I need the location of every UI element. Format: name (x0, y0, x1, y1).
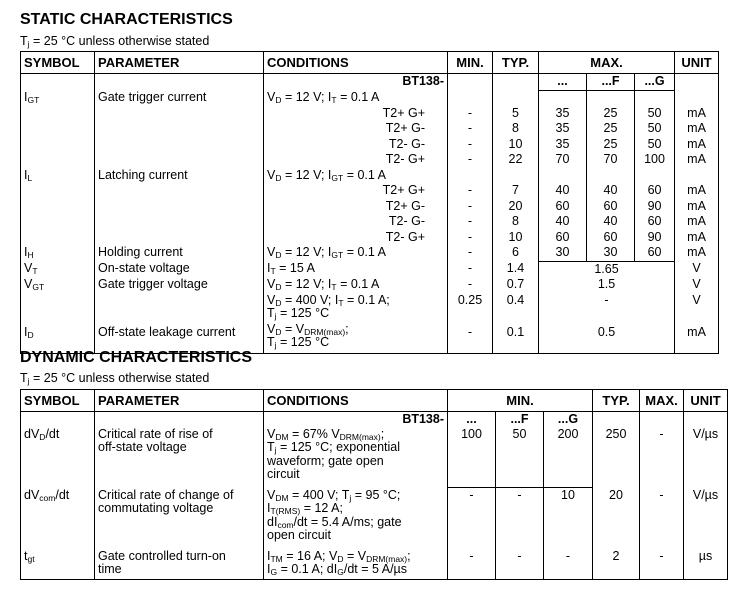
unit-value: mA (675, 322, 719, 354)
param-label: Gate controlled turn-on time (95, 549, 264, 580)
max-value: 0.5 (539, 322, 675, 354)
typ-value: 22 (493, 152, 539, 168)
min-value: 50 (496, 428, 544, 488)
max-value: 60 (635, 183, 675, 199)
min-value: - (448, 121, 493, 137)
static-section-subtitle: $T_j = 25$ °C unless otherwise stated (20, 34, 210, 49)
condition-text: $V_D = 12$ V; $I_T = 0.1$ A (264, 90, 448, 106)
typ-value: 8 (493, 214, 539, 230)
max-value: 100 (635, 152, 675, 168)
unit-value: V/µs (684, 488, 728, 549)
col-header-symbol: SYMBOL (21, 52, 95, 74)
max-value: 50 (635, 137, 675, 153)
symbol-igt: $I_{GT}$ (21, 90, 95, 106)
max-value: 60 (635, 214, 675, 230)
typ-value: 250 (593, 428, 640, 488)
max-value: 90 (635, 230, 675, 246)
col-header-min: MIN. (448, 52, 493, 74)
unit-value: V (675, 293, 719, 322)
unit-value: mA (675, 214, 719, 230)
quadrant-label: T2- G+ (264, 152, 448, 168)
unit-value: mA (675, 152, 719, 168)
typ-value: 0.7 (493, 277, 539, 293)
min-value: - (448, 183, 493, 199)
typ-value: 20 (593, 488, 640, 549)
min-value: - (448, 277, 493, 293)
max-value: 60 (539, 230, 587, 246)
quadrant-label: T2- G- (264, 137, 448, 153)
min-value: - (496, 488, 544, 549)
max-value: 30 (539, 245, 587, 261)
max-value: 40 (587, 214, 635, 230)
device-label: BT138- (264, 412, 448, 428)
quadrant-label: T2+ G- (264, 199, 448, 215)
col-header-parameter: PARAMETER (95, 52, 264, 74)
symbol-id: $I_D$ (21, 322, 95, 354)
condition-text: $I_T = 15$ A (264, 261, 448, 277)
symbol-il: $I_L$ (21, 168, 95, 184)
typ-value: 20 (493, 199, 539, 215)
quadrant-label: T2- G+ (264, 230, 448, 246)
symbol-vt: $V_T$ (21, 261, 95, 277)
min-value: - (448, 152, 493, 168)
unit-value: mA (675, 121, 719, 137)
quadrant-label: T2+ G+ (264, 106, 448, 122)
max-value: 25 (587, 121, 635, 137)
typ-value: 0.4 (493, 293, 539, 322)
min-value: - (496, 549, 544, 580)
min-value: - (448, 549, 496, 580)
min-value: - (448, 106, 493, 122)
max-value: 60 (539, 199, 587, 215)
typ-value: 0.1 (493, 322, 539, 354)
variant-label: ...G (635, 74, 675, 91)
min-value: - (448, 230, 493, 246)
unit-value: V (675, 261, 719, 277)
max-value: 70 (539, 152, 587, 168)
condition-text: $V_D = 12$ V; $I_{GT} = 0.1$ A (264, 168, 448, 184)
max-value: 35 (539, 137, 587, 153)
quadrant-label: T2+ G+ (264, 183, 448, 199)
condition-text: $I_{TM} = 16$ A; $V_D = V_{DRM(max)}$; $I_G = 0.1$ A; $dI_G/dt = 5$ A/µs (264, 549, 448, 580)
max-value: - (640, 428, 684, 488)
symbol-dvcom-dt: $dV_{com}/dt$ (21, 488, 95, 549)
max-value: - (539, 293, 675, 322)
max-value: 60 (635, 245, 675, 261)
max-value: - (640, 549, 684, 580)
dynamic-section-subtitle: $T_j = 25$ °C unless otherwise stated (20, 371, 210, 386)
col-header-unit: UNIT (675, 52, 719, 74)
typ-value: 10 (493, 137, 539, 153)
max-value: 25 (587, 106, 635, 122)
col-header-max: MAX. (539, 52, 675, 74)
condition-text: $V_D = 400$ V; $I_T = 0.1$ A; $T_j = 125$ °C (264, 293, 448, 322)
symbol-vgt: $V_{GT}$ (21, 277, 95, 293)
param-label: Critical rate of rise of off-state voltage (95, 428, 264, 488)
max-value: 1.65 (539, 261, 675, 277)
max-value: 60 (587, 199, 635, 215)
param-label: Holding current (95, 245, 264, 261)
condition-text: $V_D = 12$ V; $I_T = 0.1$ A (264, 277, 448, 293)
unit-value: mA (675, 106, 719, 122)
variant-label: ...F (587, 74, 635, 91)
col-header-unit: UNIT (684, 390, 728, 412)
min-value: - (448, 245, 493, 261)
min-value: - (448, 214, 493, 230)
unit-value: V (675, 277, 719, 293)
min-value: - (448, 137, 493, 153)
max-value: 40 (539, 183, 587, 199)
variant-label: ...G (544, 412, 593, 428)
max-value: 40 (587, 183, 635, 199)
min-value: 10 (544, 488, 593, 549)
param-label: On-state voltage (95, 261, 264, 277)
unit-value: mA (675, 230, 719, 246)
symbol-ih: $I_H$ (21, 245, 95, 261)
min-value: 200 (544, 428, 593, 488)
unit-value: mA (675, 183, 719, 199)
col-header-parameter: PARAMETER (95, 390, 264, 412)
symbol-dvd-dt: $dV_D/dt$ (21, 428, 95, 488)
col-header-conditions: CONDITIONS (264, 390, 448, 412)
typ-value: 10 (493, 230, 539, 246)
max-value: 70 (587, 152, 635, 168)
max-value: 90 (635, 199, 675, 215)
quadrant-label: T2- G- (264, 214, 448, 230)
min-value: 100 (448, 428, 496, 488)
max-value: 35 (539, 121, 587, 137)
param-label: Gate trigger voltage (95, 277, 264, 293)
col-header-typ: TYP. (593, 390, 640, 412)
condition-text: $V_D = 12$ V; $I_{GT} = 0.1$ A (264, 245, 448, 261)
static-table (20, 51, 719, 354)
variant-label: ... (539, 74, 587, 91)
typ-value: 5 (493, 106, 539, 122)
device-label: BT138- (264, 74, 448, 91)
dynamic-section-title: DYNAMIC CHARACTERISTICS (20, 349, 252, 366)
variant-label: ... (448, 412, 496, 428)
unit-value: mA (675, 245, 719, 261)
unit-value: mA (675, 137, 719, 153)
max-value: 50 (635, 121, 675, 137)
param-label: Gate trigger current (95, 90, 264, 106)
max-value: 50 (635, 106, 675, 122)
symbol-tgt: $t_{gt}$ (21, 549, 95, 580)
min-value: - (448, 261, 493, 277)
max-value: 60 (587, 230, 635, 246)
unit-value: mA (675, 199, 719, 215)
typ-value: 8 (493, 121, 539, 137)
typ-value: 1.4 (493, 261, 539, 277)
max-value: - (640, 488, 684, 549)
dynamic-table (20, 389, 728, 580)
typ-value: 6 (493, 245, 539, 261)
min-value: - (448, 322, 493, 354)
static-section-title: STATIC CHARACTERISTICS (20, 11, 233, 28)
param-label: Critical rate of change of commutating voltage (95, 488, 264, 549)
variant-label: ...F (496, 412, 544, 428)
min-value: 0.25 (448, 293, 493, 322)
condition-text: $V_{DM} = 400$ V; $T_j = 95$ °C; $I_{T(RMS)} = 12$ A; $dI_{com}/dt = 5.4$ A/ms; gate open circuit (264, 488, 448, 549)
condition-text: $V_D = V_{DRM(max)}$; $T_j = 125$ °C (264, 322, 448, 354)
unit-value: µs (684, 549, 728, 580)
max-value: 35 (539, 106, 587, 122)
min-value: - (448, 199, 493, 215)
condition-text: $V_{DM} = 67\%$ $V_{DRM(max)}$; $T_j = 125$ °C; exponential waveform; gate open circuit (264, 428, 448, 488)
max-value: 40 (539, 214, 587, 230)
typ-value: 2 (593, 549, 640, 580)
unit-value: V/µs (684, 428, 728, 488)
min-value: - (448, 488, 496, 549)
col-header-typ: TYP. (493, 52, 539, 74)
min-value: - (544, 549, 593, 580)
col-header-min: MIN. (448, 390, 593, 412)
col-header-max: MAX. (640, 390, 684, 412)
col-header-symbol: SYMBOL (21, 390, 95, 412)
max-value: 25 (587, 137, 635, 153)
max-value: 1.5 (539, 277, 675, 293)
quadrant-label: T2+ G- (264, 121, 448, 137)
col-header-conditions: CONDITIONS (264, 52, 448, 74)
max-value: 30 (587, 245, 635, 261)
typ-value: 7 (493, 183, 539, 199)
param-label: Off-state leakage current (95, 322, 264, 354)
param-label: Latching current (95, 168, 264, 184)
